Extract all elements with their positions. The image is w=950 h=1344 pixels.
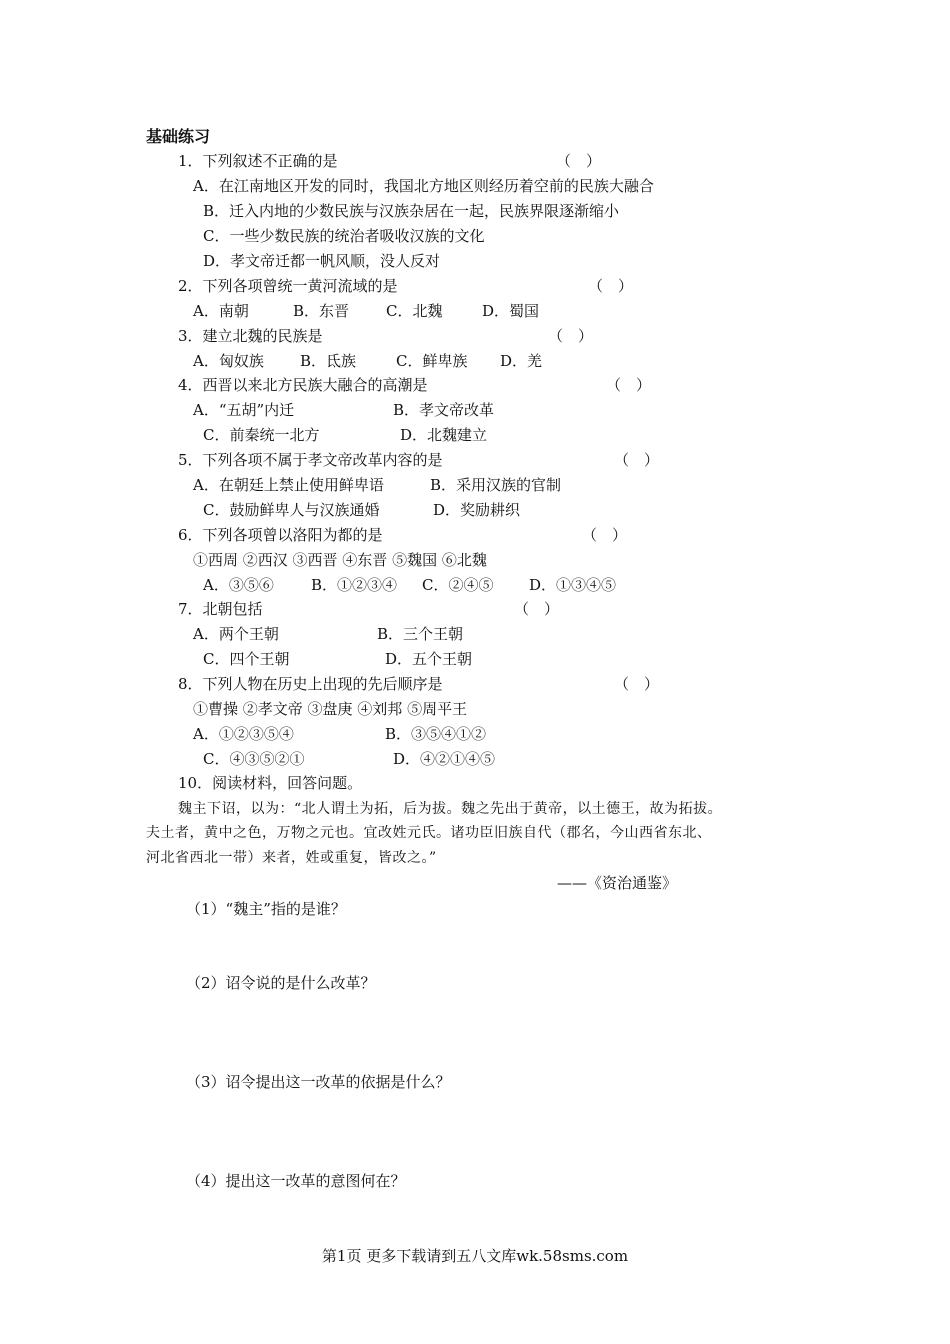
subquestion-2: （2）诏令说的是什么改革？: [186, 974, 376, 992]
subquestion-1: （1）“魏主”指的是谁？: [186, 900, 346, 918]
question-2-option-c: C．北魏: [386, 302, 443, 320]
question-2-option-d: D．蜀国: [482, 302, 540, 320]
page-footer: 第1页 更多下载请到五八文库wk.58sms.com: [321, 1247, 629, 1265]
question-8-option-d: D．④②①④⑤: [393, 750, 496, 768]
question-4-option-c: C．前秦统一北方: [203, 426, 320, 444]
question-1-answer-paren: （ ）: [556, 152, 602, 170]
question-5-option-b: B．采用汉族的官制: [430, 476, 562, 494]
question-5-option-a: A．在朝廷上禁止使用鲜卑语: [193, 476, 384, 494]
question-7-answer-paren: （ ）: [514, 600, 560, 618]
question-4-option-d: D．北魏建立: [400, 426, 488, 444]
question-6-stem: 6．下列各项曾以洛阳为都的是: [178, 526, 383, 544]
question-6-option-a: A．③⑤⑥: [203, 576, 274, 594]
question-7-option-c: C．四个王朝: [203, 650, 290, 668]
question-8-option-a: A．①②③⑤④: [193, 725, 294, 743]
question-1-option-c: C．一些少数民族的统治者吸收汉族的文化: [203, 227, 485, 245]
question-7-option-b: B．三个王朝: [377, 625, 464, 643]
question-3-option-b: B．氐族: [300, 352, 357, 370]
material-line-3: 河北省西北一带）来者，姓或重复，皆改之。”: [146, 850, 437, 866]
question-6-answer-paren: （ ）: [582, 526, 628, 544]
material-line-1: 魏主下诏，以为：“北人谓土为拓，后为拔。魏之先出于黄帝，以土德王，故为拓拔。: [178, 801, 723, 817]
question-5-option-d: D．奖励耕织: [433, 501, 521, 519]
question-8-option-c: C．④③⑤②①: [203, 750, 305, 768]
question-1-option-d: D．孝文帝迁都一帆风顺，没人反对: [203, 252, 441, 270]
question-7-stem: 7．北朝包括: [178, 600, 263, 618]
section-heading: 基础练习: [146, 127, 211, 146]
subquestion-3: （3）诏令提出这一改革的依据是什么？: [186, 1073, 451, 1091]
question-3-option-c: C．鲜卑族: [396, 352, 468, 370]
question-4-stem: 4．西晋以来北方民族大融合的高潮是: [178, 376, 428, 394]
question-1-stem: 1．下列叙述不正确的是: [178, 152, 338, 170]
question-8-items: ①曹操 ②孝文帝 ③盘庚 ④刘邦 ⑤周平王: [193, 700, 468, 718]
question-5-option-c: C．鼓励鲜卑人与汉族通婚: [203, 501, 380, 519]
question-2-answer-paren: （ ）: [588, 277, 634, 295]
material-source: ——《资治通鉴》: [557, 874, 678, 892]
question-3-answer-paren: （ ）: [548, 327, 594, 345]
question-7-option-a: A．两个王朝: [193, 625, 279, 643]
question-6-items: ①西周 ②西汉 ③西晋 ④东晋 ⑤魏国 ⑥北魏: [193, 551, 487, 569]
question-4-option-b: B．孝文帝改革: [393, 401, 495, 419]
question-4-option-a: A．“五胡”内迁: [193, 401, 295, 419]
question-4-answer-paren: （ ）: [606, 376, 652, 394]
question-7-option-d: D．五个王朝: [385, 650, 473, 668]
question-3-option-d: D．羌: [500, 352, 543, 370]
question-2-option-b: B．东晋: [293, 302, 350, 320]
question-8-answer-paren: （ ）: [614, 675, 660, 693]
question-2-option-a: A．南朝: [193, 302, 249, 320]
question-1-option-b: B．迁入内地的少数民族与汉族杂居在一起，民族界限逐渐缩小: [203, 202, 620, 220]
question-6-option-c: C．②④⑤: [422, 576, 494, 594]
question-3-stem: 3．建立北魏的民族是: [178, 327, 323, 345]
question-5-stem: 5．下列各项不属于孝文帝改革内容的是: [178, 451, 443, 469]
material-line-2: 夫土者，黄中之色，万物之元也。宜改姓元氏。诸功臣旧族自代（郡名，今山西省东北、: [146, 825, 712, 841]
question-2-stem: 2．下列各项曾统一黄河流域的是: [178, 277, 398, 295]
question-8-option-b: B．③⑤④①②: [385, 725, 487, 743]
question-5-answer-paren: （ ）: [614, 451, 660, 469]
subquestion-4: （4）提出这一改革的意图何在？: [186, 1172, 406, 1190]
question-6-option-b: B．①②③④: [311, 576, 398, 594]
question-3-option-a: A．匈奴族: [193, 352, 264, 370]
question-10-stem: 10．阅读材料，回答问题。: [178, 774, 363, 792]
question-1-option-a: A．在江南地区开发的同时，我国北方地区则经历着空前的民族大融合: [193, 177, 654, 195]
question-8-stem: 8．下列人物在历史上出现的先后顺序是: [178, 675, 443, 693]
question-6-option-d: D．①③④⑤: [529, 576, 617, 594]
